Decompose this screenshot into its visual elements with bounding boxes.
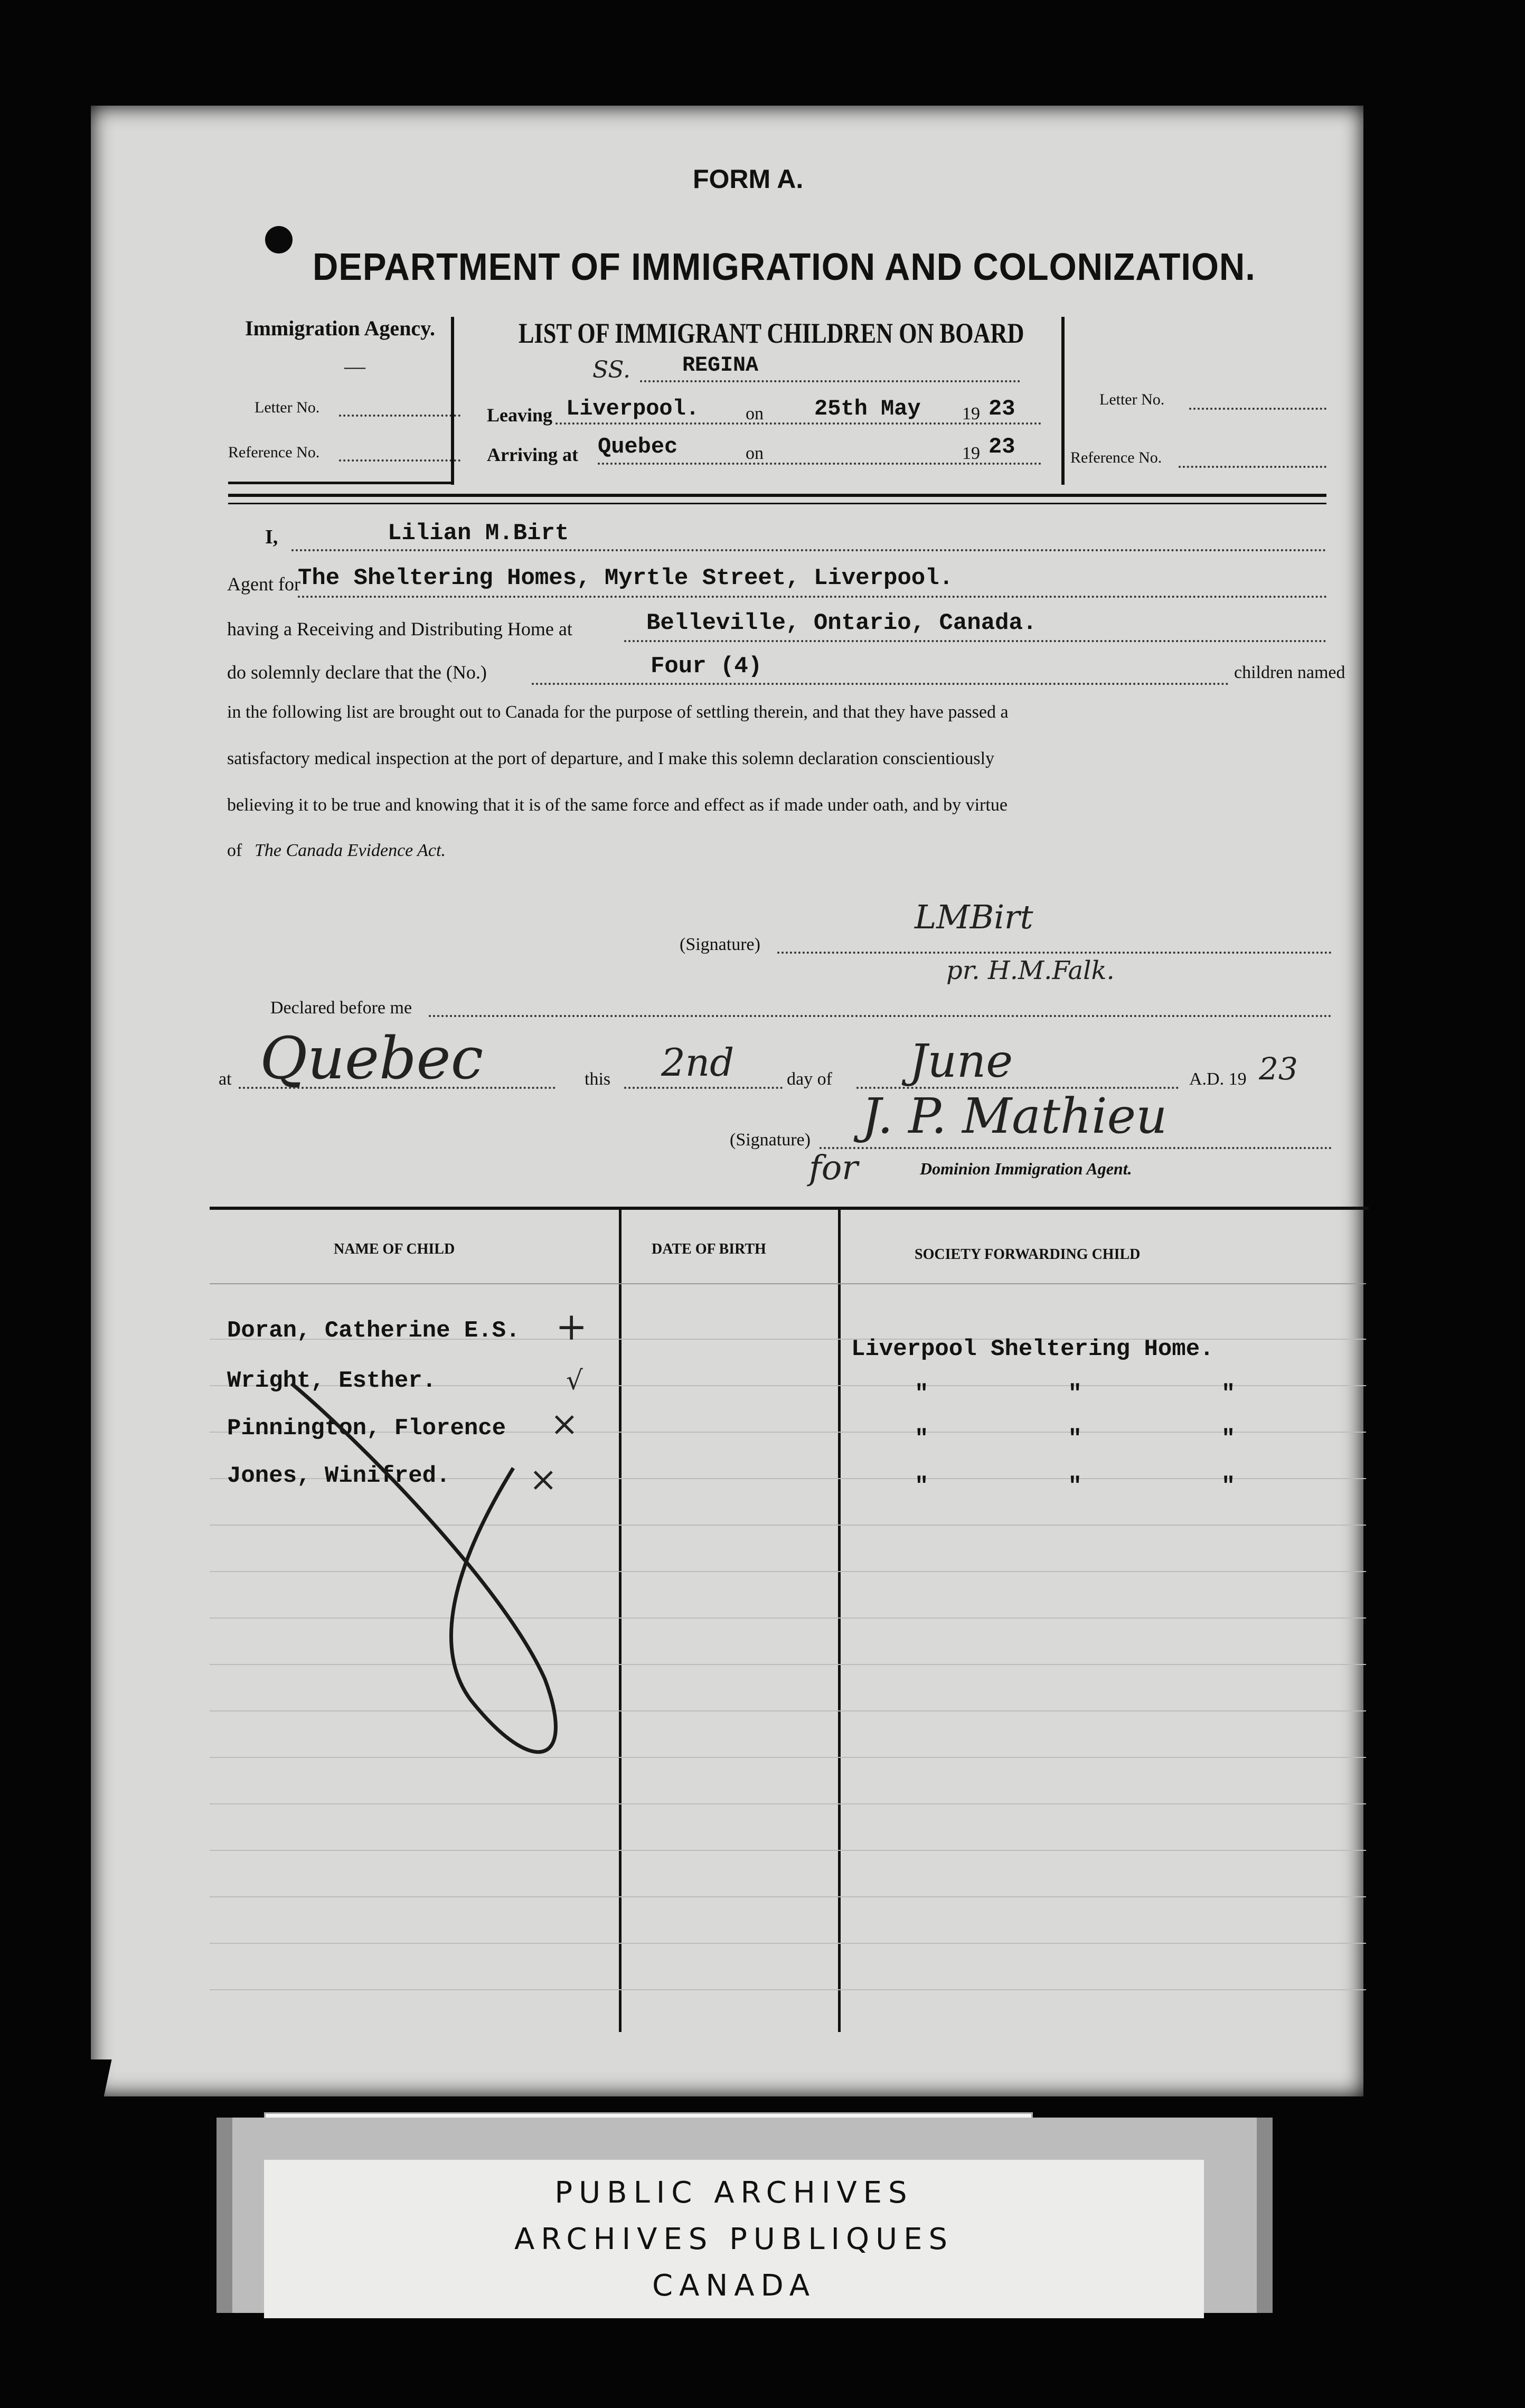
archive-stamp-line-1: PUBLIC ARCHIVES [554, 2176, 914, 2210]
leaving-on-label: on [746, 404, 764, 424]
check-mark: √ [566, 1365, 583, 1396]
agent-signature: J. P. Mathieu [862, 1088, 1168, 1144]
list-title: LIST OF IMMIGRANT CHILDREN ON BOARD [519, 317, 1024, 349]
right-reference-no-line [1179, 466, 1326, 468]
agency-dash: — [344, 354, 365, 378]
left-reference-no-label: Reference No. [228, 444, 320, 461]
left-box-border [451, 317, 454, 485]
header-date-of-birth: DATE OF BIRTH [652, 1241, 766, 1257]
leaving-label: Leaving [487, 405, 553, 426]
day-of-label: day of [787, 1069, 832, 1089]
declaration-line-2: satisfactory medical inspection at the port of departure, and I make this solemn declaration conscientiously [227, 749, 995, 768]
at-label: at [219, 1069, 232, 1089]
check-mark: × [550, 1405, 579, 1444]
child-name: Wright, Esther. [227, 1368, 437, 1394]
society-name: " " " [915, 1426, 1236, 1452]
left-reference-no-line [339, 459, 460, 462]
dominion-agent-title: Dominion Immigration Agent. [920, 1159, 1132, 1178]
declarant-name-line [291, 549, 1326, 551]
child-name: Pinnington, Florence [227, 1415, 506, 1442]
declared-place: Quebec [260, 1024, 484, 1092]
agent-for-value: The Sheltering Homes, Myrtle Street, Liverpool. [298, 565, 954, 591]
home-label: having a Receiving and Distributing Home at [227, 618, 572, 639]
declaration-line-4-prefix: of [227, 841, 242, 860]
declared-before-label: Declared before me [270, 998, 412, 1018]
declared-before-line [429, 1015, 1332, 1017]
header-double-rule-top [228, 494, 1326, 497]
agent-for-label: Agent for [227, 573, 300, 595]
i-label: I, [265, 526, 278, 548]
declarant-signature-line [777, 952, 1332, 954]
declare-label: do solemnly declare that the (No.) [227, 662, 487, 683]
left-box-bottom [228, 482, 454, 484]
society-name: Liverpool Sheltering Home. [851, 1336, 1214, 1362]
declared-year: 23 [1259, 1051, 1298, 1087]
declarant-signature: LMBirt [915, 898, 1033, 936]
place-line [239, 1087, 556, 1089]
arriving-year: 23 [989, 434, 1015, 459]
agent-signature-label: (Signature) [730, 1130, 811, 1150]
society-name: " " " [915, 1381, 1236, 1407]
right-letter-no-line [1189, 408, 1326, 410]
header-rule [210, 1283, 1366, 1284]
right-letter-no-label: Letter No. [1099, 391, 1165, 408]
punch-hole [265, 226, 293, 253]
child-name: Doran, Catherine E.S. [227, 1318, 520, 1344]
form-document [91, 106, 1363, 2096]
arriving-line [598, 463, 1041, 465]
archive-stamp-line-3: CANADA [652, 2269, 816, 2303]
left-letter-no-line [339, 415, 460, 417]
leaving-year: 23 [989, 396, 1015, 421]
signature-per: pr. H.M.Falk. [946, 956, 1115, 985]
agent-signature-line [820, 1147, 1332, 1149]
leaving-date: 25th May [814, 396, 921, 421]
header-society: SOCIETY FORWARDING CHILD [915, 1246, 1141, 1263]
canada-evidence-act: The Canada Evidence Act. [255, 841, 446, 860]
arriving-label: Arriving at [487, 444, 578, 465]
right-reference-no-label: Reference No. [1070, 449, 1162, 466]
declared-day: 2nd [661, 1040, 735, 1085]
children-number-line [532, 683, 1229, 685]
declaration-line-1: in the following list are brought out to Canada for the purpose of settling therein, and that they have passed a [227, 702, 1009, 722]
leaving-line [556, 422, 1041, 425]
children-number: Four (4) [651, 653, 762, 680]
declaration-line-3: believing it to be true and knowing that it is of the same force and effect as if made under oath, and by virtue [227, 795, 1008, 815]
declarant-name: Lilian M.Birt [388, 520, 569, 547]
agent-for-line [298, 596, 1328, 598]
pen-loop-stroke [249, 1362, 651, 1785]
home-value: Belleville, Ontario, Canada. [646, 610, 1037, 636]
immigration-agency-title: Immigration Agency. [245, 316, 435, 340]
page-corner [80, 2059, 111, 2107]
ss-label: SS. [592, 356, 630, 383]
form-label: FORM A. [693, 164, 804, 194]
check-mark: + [556, 1304, 588, 1349]
declarant-signature-label: (Signature) [680, 935, 760, 954]
arriving-port: Quebec [598, 434, 678, 459]
archive-stamp-line-2: ARCHIVES PUBLIQUES [514, 2222, 954, 2256]
header-name-of-child: NAME OF CHILD [334, 1241, 455, 1257]
department-heading: DEPARTMENT OF IMMIGRATION AND COLONIZATION. [313, 246, 1256, 288]
arriving-year-prefix: 19 [962, 444, 980, 463]
leaving-port: Liverpool. [566, 396, 700, 421]
for-label: for [809, 1149, 858, 1188]
child-name: Jones, Winifred. [227, 1463, 450, 1489]
this-label: this [585, 1069, 611, 1089]
leaving-year-prefix: 19 [962, 404, 980, 424]
arriving-on-label: on [746, 444, 764, 463]
declared-month: June [909, 1035, 1013, 1088]
header-double-rule-bottom [228, 503, 1326, 504]
archive-stamp [264, 2160, 1204, 2318]
home-line [624, 640, 1326, 642]
ship-name: REGINA [682, 354, 759, 378]
children-named-label: children named [1234, 663, 1345, 682]
right-box-border [1061, 317, 1065, 485]
ad-label: A.D. 19 [1189, 1069, 1247, 1089]
day-line [624, 1087, 783, 1089]
society-name: " " " [915, 1473, 1236, 1500]
left-letter-no-label: Letter No. [255, 399, 320, 416]
ship-line [640, 380, 1020, 382]
table-top-rule [210, 1207, 1369, 1210]
check-mark: × [529, 1460, 558, 1499]
